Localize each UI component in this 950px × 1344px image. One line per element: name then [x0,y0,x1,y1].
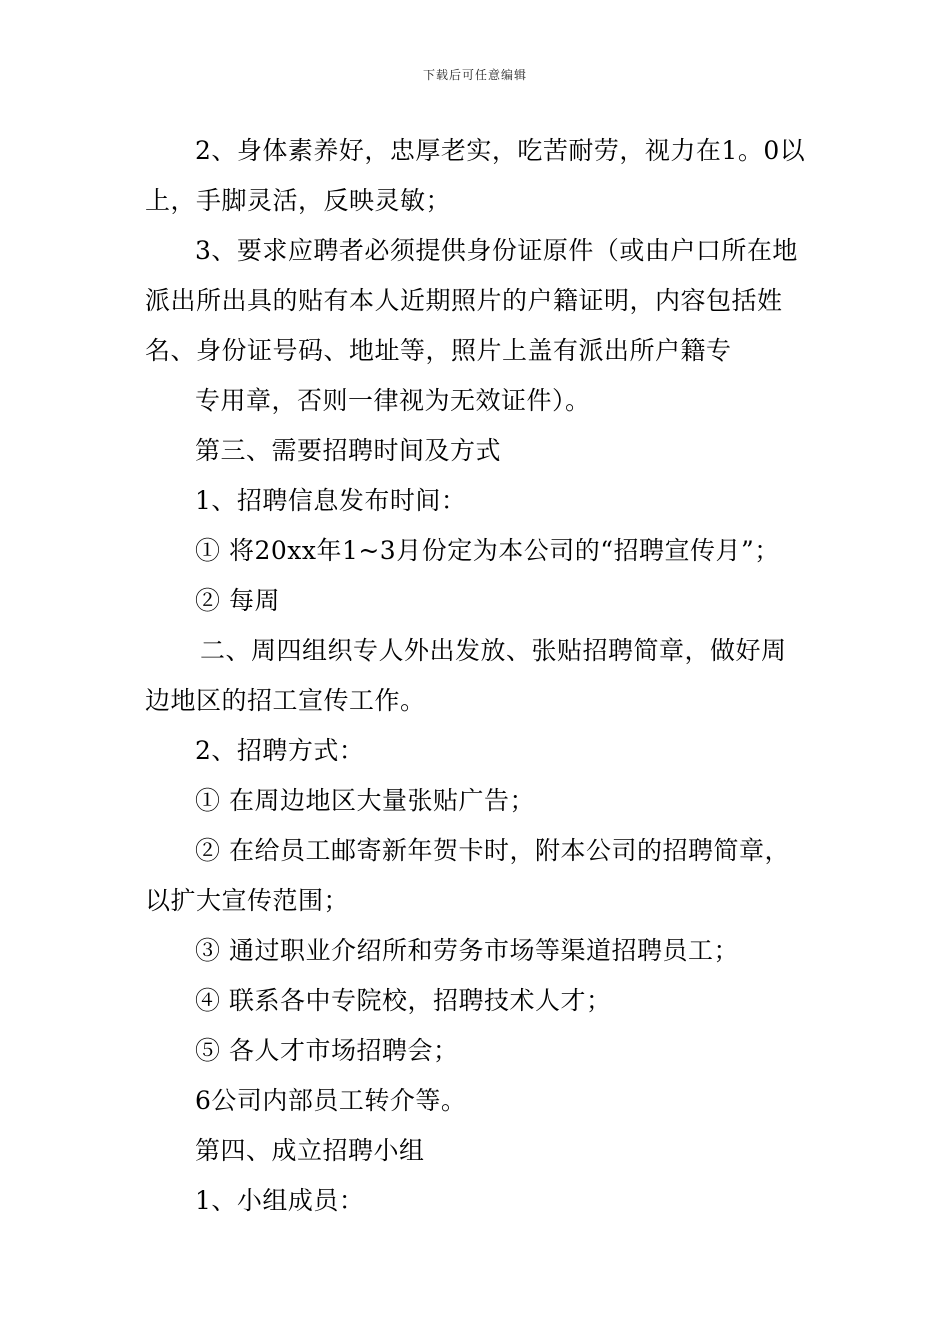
list-item: ② 在给员工邮寄新年贺卡时，附本公司的招聘简章， [195,836,790,865]
paragraph-line: 专用章，否则一律视为无效证件）。 [195,386,591,415]
list-item: 6公司内部员工转介等。 [195,1086,467,1115]
paragraph-line: 3、要求应聘者必须提供身份证原件（或由户口所在地 [195,236,798,265]
paragraph-line: 上，手脚灵活，反映灵敏； [145,186,452,215]
paragraph-line: 2、身体素养好，忠厚老实，吃苦耐劳，视力在1。0以 [195,136,806,165]
header-note: 下载后可任意编辑 [422,68,527,82]
paragraph-line: 边地区的招工宣传工作。 [145,686,426,715]
paragraph-line: 以扩大宣传范围； [145,886,350,915]
list-item: ② 每周 [195,586,280,615]
list-item: ③ 通过职业介绍所和劳务市场等渠道招聘员工； [195,936,739,965]
document-body [145,126,810,1226]
list-item: ① 在周边地区大量张贴广告； [195,786,535,815]
paragraph-line: 1、小组成员： [195,1186,365,1215]
list-item: ④ 联系各中专院校，招聘技术人才； [195,986,612,1015]
paragraph-line: 名、身份证号码、地址等，照片上盖有派出所户籍专 [145,336,732,365]
list-item: ① 将20xx年1~3月份定为本公司的“招聘宣传月”； [195,536,780,565]
section-heading: 第三、需要招聘时间及方式 [195,436,502,465]
paragraph-line: 派出所出具的贴有本人近期照片的户籍证明，内容包括姓 [145,286,783,315]
paragraph-line: 二、周四组织专人外出发放、张贴招聘简章，做好周 [200,636,787,665]
list-item: ⑤ 各人才市场招聘会； [195,1036,459,1065]
paragraph-line: 1、招聘信息发布时间： [195,486,467,515]
paragraph-line: 2、招聘方式： [195,736,365,765]
section-heading: 第四、成立招聘小组 [195,1136,425,1165]
